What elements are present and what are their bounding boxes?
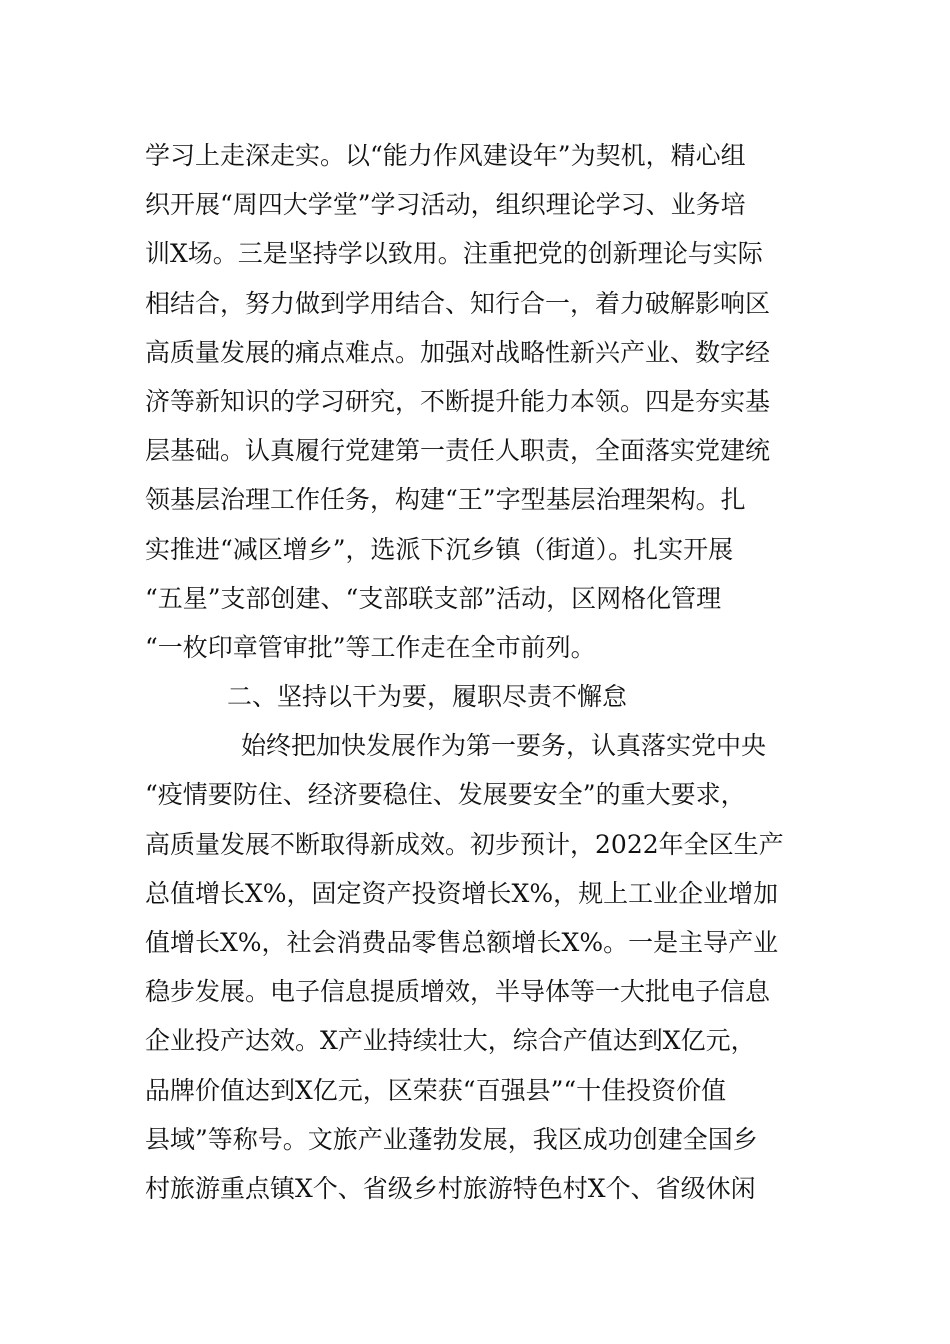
text-line: 实推进“减区增乡”，选派下沉乡镇（街道）。扎实开展 <box>145 534 734 564</box>
text-line: 学习上走深走实。以“能力作风建设年”为契机，精心组 <box>145 141 746 170</box>
text-line: “一枚印章管审批”等工作走在全市前列。 <box>145 632 596 662</box>
text-line: 相结合，努力做到学用结合、知行合一，着力破解影响区 <box>145 288 771 318</box>
text-line: 稳步发展。电子信息提质增效，半导体等一大批电子信息 <box>145 977 771 1007</box>
text-line: 织开展“周四大学堂”学习活动，组织理论学习、业务培 <box>145 190 746 220</box>
text-line: 高质量发展不断取得新成效。初步预计，2022年全区生产 <box>145 829 784 859</box>
text-line: 村旅游重点镇X个、省级乡村旅游特色村X个、省级休闲 <box>145 1173 756 1203</box>
text-line: 层基础。认真履行党建第一责任人职责，全面落实党建统 <box>145 436 771 466</box>
text-line: 品牌价值达到X亿元，区荣获“百强县”“十佳投资价值 <box>145 1075 727 1105</box>
document-body <box>145 131 815 1213</box>
text-line: 济等新知识的学习研究，不断提升能力本领。四是夯实基 <box>145 386 771 416</box>
text-line: 领基层治理工作任务，构建“王”字型基层治理架构。扎 <box>145 485 746 515</box>
text-line: “疫情要防住、经济要稳住、发展要安全”的重大要求， <box>145 780 746 810</box>
text-line: 县域”等称号。文旅产业蓬勃发展，我区成功创建全国乡 <box>145 1124 758 1154</box>
text-line: 训X场。三是坚持学以致用。注重把党的创新理论与实际 <box>145 239 763 269</box>
text-line: 值增长X%，社会消费品零售总额增长X%。一是主导产业 <box>145 928 779 957</box>
text-line: “五星”支部创建、“支部联支部”活动，区网格化管理 <box>145 583 722 613</box>
text-line: 高质量发展的痛点难点。加强对战略性新兴产业、数字经 <box>145 337 771 367</box>
text-line: 企业投产达效。X产业持续壮大，综合产值达到X亿元， <box>145 1026 756 1056</box>
text-line: 总值增长X%，固定资产投资增长X%，规上工业企业增加 <box>145 878 779 908</box>
section-heading: 二、坚持以干为要，履职尽责不懈怠 <box>227 682 628 712</box>
paragraph-first-line: 始终把加快发展作为第一要务，认真落实党中央 <box>241 731 767 761</box>
